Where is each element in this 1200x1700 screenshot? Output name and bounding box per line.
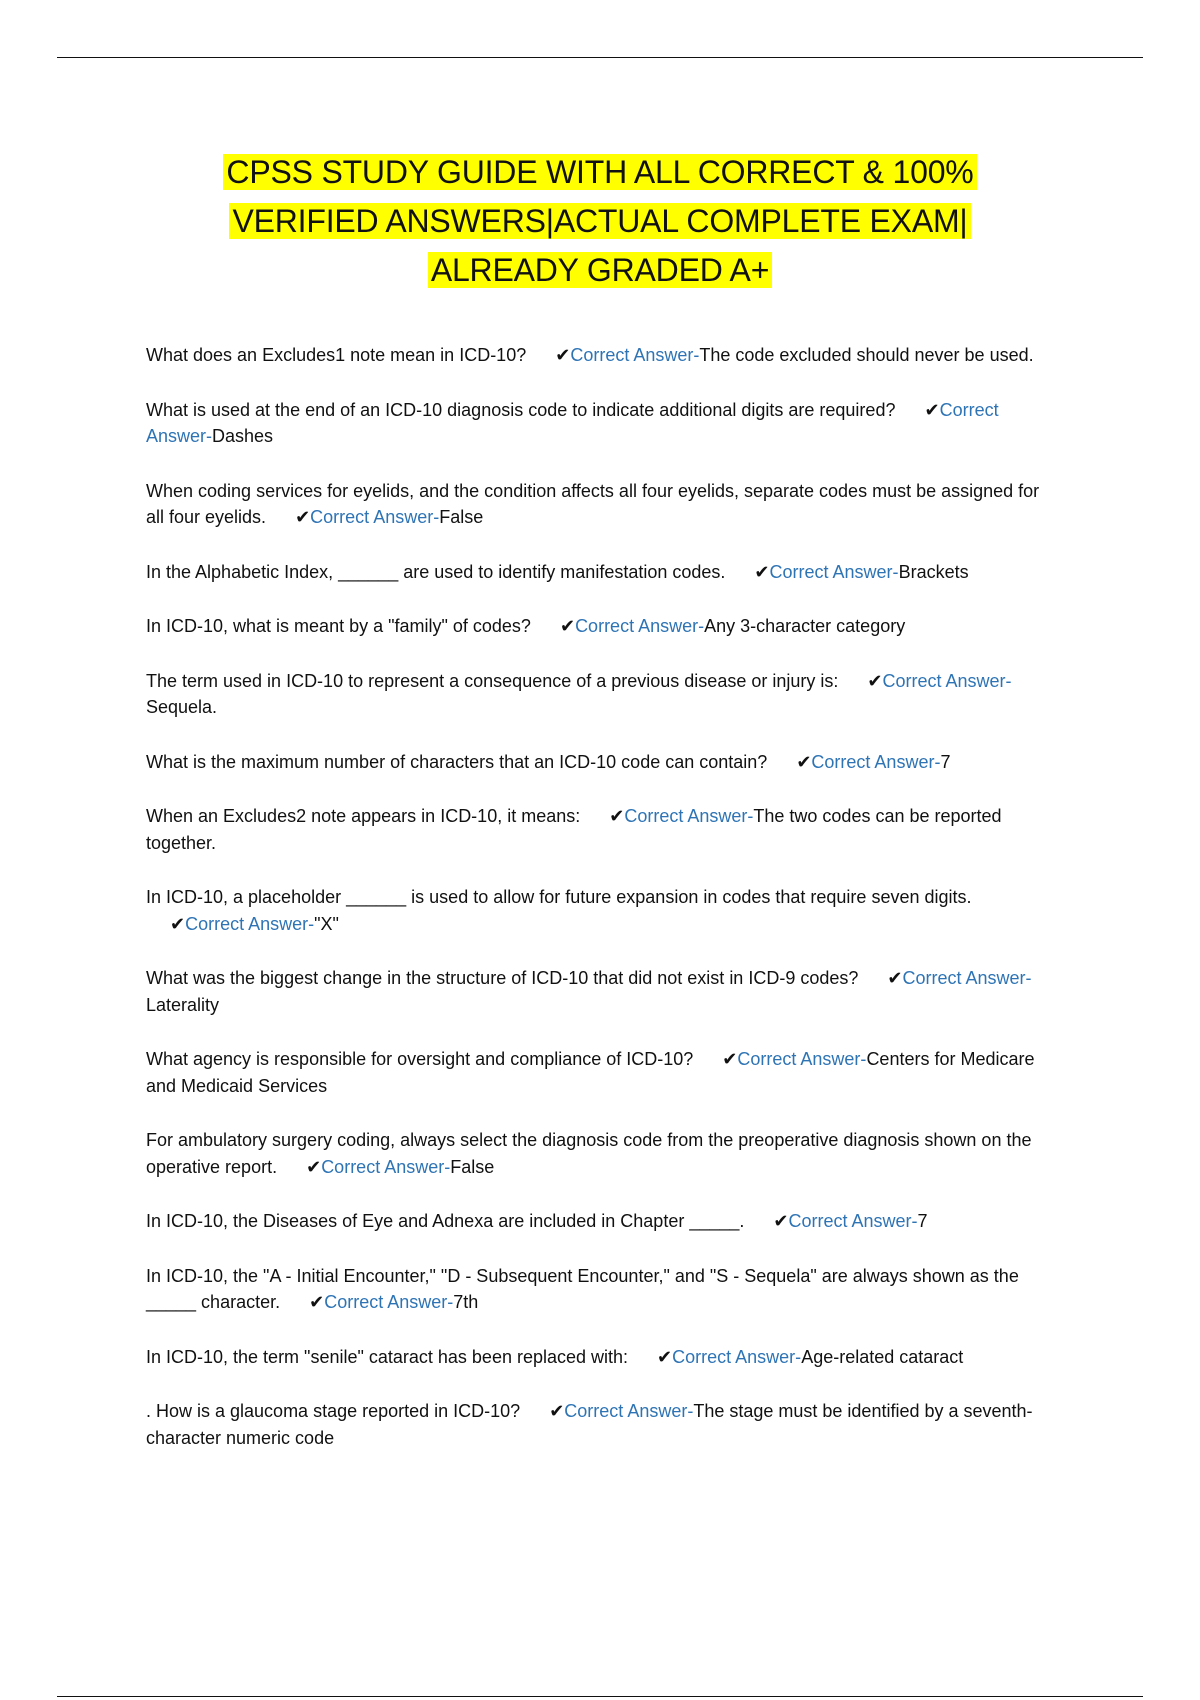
qa-item (146, 1398, 1058, 1451)
answer-text: "X" (314, 913, 339, 934)
correct-answer-label: Correct Answer- (575, 616, 705, 636)
question-text: In ICD-10, the term "senile" cataract has been replaced with: (146, 1346, 629, 1367)
answer-text: 7th (453, 1292, 479, 1312)
correct-answer-label: Correct Answer- (324, 1292, 454, 1312)
correct-answer-label: Correct Answer- (564, 1401, 694, 1421)
question-text: What agency is responsible for oversight and compliance of ICD-10? (146, 1049, 694, 1069)
answer-text: 7 (917, 1211, 928, 1231)
question-text: When coding services for eyelids, and the condition affects all four eyelids, separate codes must be assigned for all four eyelids. (146, 480, 1040, 527)
qa-item (146, 1263, 1058, 1316)
qa-item (146, 1344, 1058, 1371)
question-text: In ICD-10, the Diseases of Eye and Adnexa are included in Chapter _____. (146, 1211, 745, 1231)
question-text: What does an Excludes1 note mean in ICD-10? (146, 345, 527, 365)
question-text: When an Excludes2 note appears in ICD-10, it means: (146, 806, 581, 826)
bottom-rule (57, 1696, 1143, 1697)
qa-item (146, 559, 1058, 586)
answer-text: Dashes (212, 426, 274, 446)
correct-answer-label: Correct Answer- (811, 751, 941, 772)
qa-item (146, 342, 1058, 369)
answer-text: Any 3-character category (704, 616, 906, 636)
answer-text: Age-related cataract (801, 1346, 964, 1367)
check-icon: ✔ (609, 806, 625, 826)
answer-text: The two codes can be reported together. (146, 806, 1002, 853)
question-text: In ICD-10, the "A - Initial Encounter," "D - Subsequent Encounter," and "S - Sequela" are always shown as the _____ character. (146, 1265, 1019, 1312)
title-line-3: ALREADY GRADED A+ (0, 246, 1200, 295)
qa-item (146, 397, 1058, 450)
question-text: In ICD-10, a placeholder ______ is used to allow for future expansion in codes that require seven digits. (146, 887, 972, 907)
check-icon: ✔ (559, 616, 576, 636)
check-icon: ✔ (924, 399, 940, 420)
check-icon: ✔ (754, 561, 770, 582)
answer-text: Centers for Medicare and Medicaid Services (146, 1049, 1035, 1096)
correct-answer-label: Correct Answer- (321, 1156, 451, 1177)
correct-answer-label: Correct Answer- (672, 1346, 802, 1367)
qa-item (146, 1046, 1058, 1099)
question-text: In the Alphabetic Index, ______ are used to identify manifestation codes. (146, 561, 726, 582)
check-icon: ✔ (549, 1401, 565, 1421)
correct-answer-label: Correct Answer- (310, 507, 440, 527)
answer-text: Laterality (146, 994, 220, 1015)
correct-answer-label: Correct Answer- (185, 913, 315, 934)
check-icon: ✔ (295, 507, 311, 527)
qa-item (146, 965, 1058, 1018)
correct-answer-label: Correct Answer- (788, 1211, 918, 1231)
check-icon: ✔ (796, 751, 812, 772)
qa-item (146, 478, 1058, 531)
qa-item (146, 803, 1058, 856)
correct-answer-label: Correct Answer- (882, 670, 1012, 691)
check-icon: ✔ (657, 1346, 673, 1367)
correct-answer-label: Correct Answer- (624, 806, 754, 826)
answer-text: The stage must be identified by a seventh-character numeric code (146, 1401, 1033, 1448)
correct-answer-label: Correct Answer- (902, 968, 1032, 988)
question-text: The term used in ICD-10 to represent a consequence of a previous disease or injury is: (146, 670, 839, 691)
answer-text: Brackets (898, 561, 969, 582)
question-text: What is used at the end of an ICD-10 diagnosis code to indicate additional digits are required? (146, 399, 896, 420)
check-icon: ✔ (555, 345, 571, 365)
qa-item (146, 749, 1058, 776)
answer-text: 7 (940, 751, 951, 772)
answer-text: False (439, 507, 484, 527)
top-rule (57, 57, 1143, 58)
correct-answer-label: Correct Answer- (570, 345, 700, 365)
qa-item (146, 1208, 1058, 1235)
title-line-2: VERIFIED ANSWERS|ACTUAL COMPLETE EXAM| (0, 197, 1200, 246)
question-text: For ambulatory surgery coding, always select the diagnosis code from the preoperative diagnosis shown on the operative report. (146, 1130, 1032, 1177)
question-text: . How is a glaucoma stage reported in ICD-10? (146, 1401, 521, 1421)
title-line-1: CPSS STUDY GUIDE WITH ALL CORRECT & 100% (0, 148, 1200, 197)
qa-item (146, 668, 1058, 721)
check-icon: ✔ (309, 1292, 325, 1312)
check-icon: ✔ (722, 1049, 738, 1069)
correct-answer-label: Correct Answer- (146, 399, 999, 446)
correct-answer-label: Correct Answer- (769, 561, 899, 582)
check-icon: ✔ (170, 913, 186, 934)
check-icon: ✔ (306, 1156, 322, 1177)
check-icon: ✔ (773, 1211, 789, 1231)
question-text: What was the biggest change in the structure of ICD-10 that did not exist in ICD-9 codes? (146, 968, 859, 988)
correct-answer-label: Correct Answer- (737, 1049, 867, 1069)
answer-text: The code excluded should never be used. (699, 345, 1034, 365)
qa-item (146, 613, 1058, 640)
question-text: In ICD-10, what is meant by a "family" of codes? (146, 616, 531, 636)
qa-item (146, 884, 1058, 937)
check-icon: ✔ (867, 670, 883, 691)
question-text: What is the maximum number of characters that an ICD-10 code can contain? (146, 751, 768, 772)
check-icon: ✔ (887, 968, 903, 988)
answer-text: Sequela. (146, 697, 218, 717)
qa-item (146, 1127, 1058, 1180)
question-answer-list (146, 342, 1058, 1479)
document-title (0, 148, 1200, 295)
answer-text: False (450, 1156, 495, 1177)
